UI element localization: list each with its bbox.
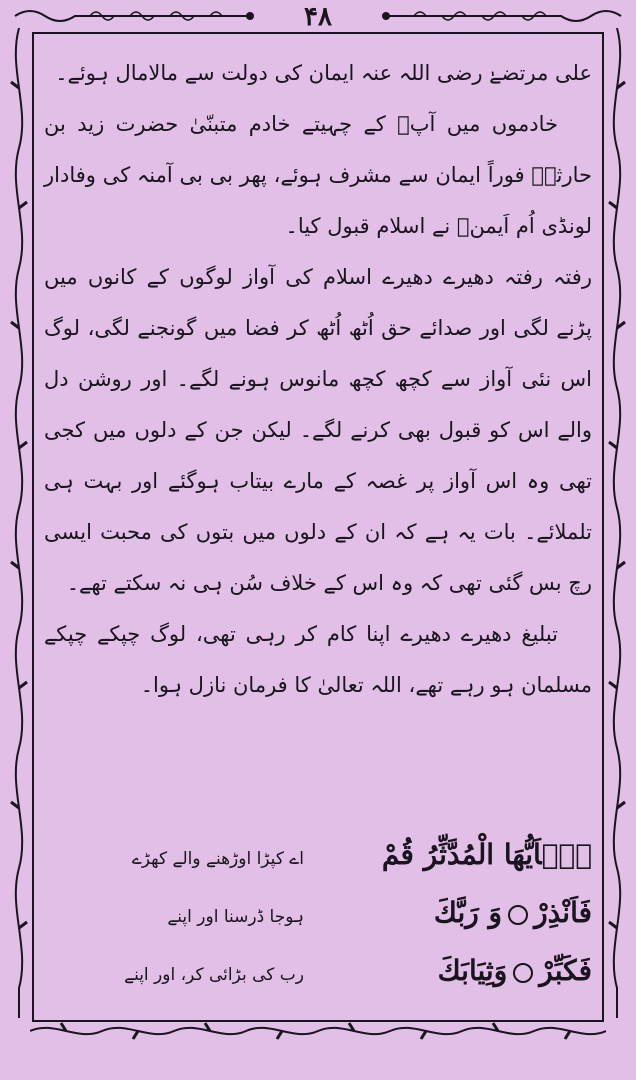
right-vine-border-ornament [604, 28, 630, 1018]
verse-row [44, 838, 592, 896]
page-number: ۴۸ [304, 2, 332, 32]
verse-end-circle-icon [513, 963, 533, 983]
paragraph: خادموں میں آپؐ کے چہیتے خادم متبنّیٰ حضرت زید بن حارثہؓ فوراً ایمان سے مشرف ہوئے، پھر بی بی آمنہ کی وفادار لونڈی اُم اَیمنؓ نے اسلام قبول کیا۔ [44, 112, 592, 238]
verse-arabic-part: وَثِيَابَكَ [437, 954, 508, 987]
verse-translation: ہوجا ڈرسنا اور اپنے [167, 907, 304, 927]
paragraph: تبلیغ دھیرے دھیرے اپنا کام کر رہی تھی، لوگ چپکے چپکے مسلمان ہو رہے تھے، اللہ تعالیٰ کا فرمان نازل ہوا۔ [44, 622, 592, 697]
left-vine-border-ornament [6, 28, 32, 1018]
body-text [44, 48, 592, 711]
verse-row [44, 954, 592, 1012]
verse-arabic-part: فَكَبِّرْ [539, 954, 592, 987]
top-right-flourish-ornament [376, 6, 626, 26]
verse-arabic [322, 896, 592, 929]
paragraph: علی مرتضےٰ رضی اللہ عنہ ایمان کی دولت سے مالامال ہوئے۔ [55, 61, 592, 85]
quran-verses [44, 838, 592, 1012]
bottom-vine-border-ornament [30, 1018, 606, 1044]
verse-translation: رب کی بڑائی کر، اور اپنے [124, 965, 304, 985]
verse-arabic [322, 954, 592, 987]
verse-end-circle-icon [508, 905, 528, 925]
top-left-flourish-ornament [10, 6, 260, 26]
verse-row [44, 896, 592, 954]
verse-arabic-part: وَ رَبَّكَ [433, 896, 503, 929]
verse-translation: اے کپڑا اوڑھنے والے کھڑے [131, 849, 304, 869]
paragraph: رفتہ رفتہ دھیرے دھیرے اسلام کی آواز لوگوں کے کانوں میں پڑنے لگی اور صدائے حق اُٹھ اُٹھ کر فضا میں گونجنے لگی، لوگ اس نئی آواز سے کچھ کچھ مانوس ہونے لگے۔ اور روشن دل والے اس کو قبول بھی کرنے لگے۔ لیکن جن کے دلوں میں کجی تھی وہ اس آواز پر غصہ کے مارے بیتاب ہوگئے اور بہت ہی تلملائے۔ بات یہ ہے کہ ان کے دلوں میں بتوں کی محبت ایسی رچ بس گئی تھی کہ وہ اس کے خلاف سُن ہی نہ سکتے تھے۔ [44, 265, 592, 595]
verse-arabic-part: فَاَنْذِرْ [534, 896, 592, 929]
verse-arabic: یٰۤاَیُّهَا الْمُدَّثِّرُ قُمْ [381, 838, 592, 871]
